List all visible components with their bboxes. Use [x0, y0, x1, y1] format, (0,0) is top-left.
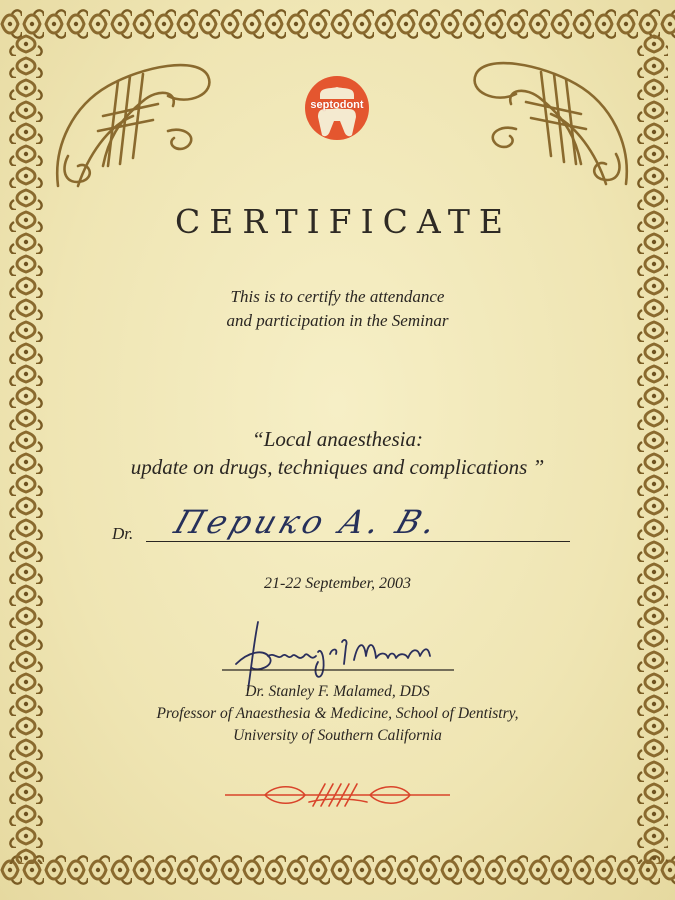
signatory-name: Dr. Stanley F. Malamed, DDS — [245, 683, 430, 700]
calligraphic-flourish-icon — [48, 46, 218, 196]
septodont-logo — [304, 75, 370, 141]
certify-line-2: and participation in the Seminar — [226, 311, 449, 330]
signatory-institution: University of Southern California — [233, 727, 442, 744]
seminar-title-line-2: update on drugs, techniques and complications ” — [130, 455, 545, 479]
calligraphic-flourish-icon — [456, 44, 636, 192]
signatory-title: Professor of Anaesthesia & Medicine, School of Dentistry, — [156, 705, 519, 722]
seminar-date: 21-22 September, 2003 — [263, 575, 412, 592]
certify-line-1: This is to certify the attendance — [230, 287, 445, 306]
top-border — [0, 0, 675, 48]
logo-text: septodont — [310, 99, 364, 111]
bottom-border — [0, 846, 675, 900]
seminar-title-line-1: “Local anaesthesia: — [252, 427, 423, 451]
recipient-name-line — [146, 541, 570, 542]
decorative-flourish-icon — [225, 778, 450, 812]
recipient-name: Перико А. В. — [169, 503, 445, 541]
certificate-title: CERTIFICATE — [175, 202, 512, 241]
recipient-prefix: Dr. — [112, 524, 134, 543]
signature — [218, 612, 468, 694]
